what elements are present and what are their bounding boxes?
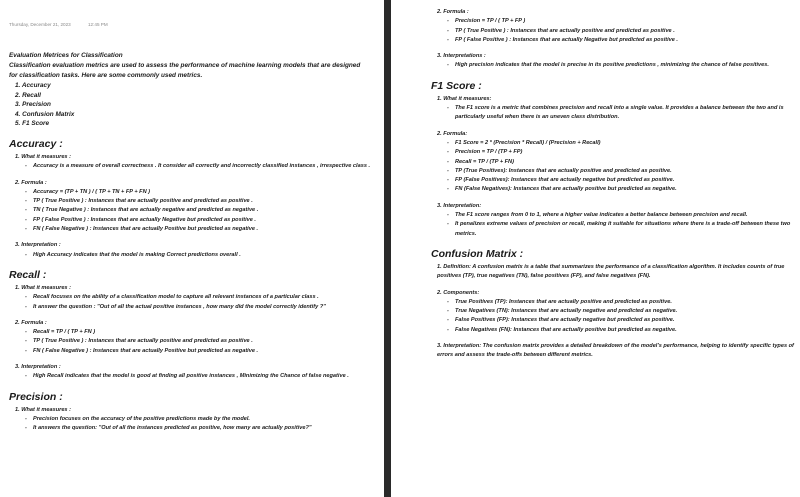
list-item: - TP ( True Positive ) : Instances that are actually positive and predicted as positive . <box>447 27 800 36</box>
list-item: - FP ( False Positive ) : Instances that are actually Negative but predicted as positive . <box>25 216 384 225</box>
metrics-list-item: 4. Confusion Matrix <box>15 110 75 118</box>
list-item: - Precision focuses on the accuracy of the positive predictions made by the model. <box>25 415 384 424</box>
precision-formula-heading: 2. Formula : <box>437 9 469 15</box>
list-item: - High precision indicates that the model is precise in its positive predictions , minimizing the chance of false positives. <box>447 61 800 70</box>
confusion-interpretation: 3. Interpretation: The confusion matrix provides a detailed breakdown of the model's performance, helping to identify specific types of errors and assess the trade-offs between different metrics. <box>437 343 794 359</box>
precision-interp-list <box>431 61 800 70</box>
precision-formula-list <box>431 17 800 45</box>
confusion-section <box>431 248 800 361</box>
list-item: - Recall focuses on the ability of a classification model to capture all relevant instances of a particular class . <box>25 293 384 302</box>
recall-interp-list <box>9 372 384 381</box>
list-item: - True Positives (TP): Instances that are actually positive and predicted as positive. <box>447 298 800 307</box>
accuracy-what-list <box>9 162 384 171</box>
list-item: - Precision = TP / ( TP + FP ) <box>447 17 800 26</box>
metrics-list <box>9 81 384 129</box>
f1-formula-heading: 2. Formula: <box>437 130 468 137</box>
intro-text: Classification evaluation metrics are used to assess the performance of machine learning models that are designed for classification tasks. Here are some commonly used metrics. <box>9 62 361 79</box>
metrics-list-item: 5. F1 Score <box>15 120 50 128</box>
list-item: - Precision = TP / (TP + FP) <box>447 148 800 157</box>
list-item: - TP ( True Positive ) : Instances that are actually positive and predicted as positive . <box>25 337 384 346</box>
f1-section <box>431 80 800 239</box>
list-item: - False Negatives (FN): Instances that are actually positive but predicted as negative. <box>447 326 800 335</box>
precision-continued-section <box>431 8 800 71</box>
f1-interp-heading: 3. Interpretation: <box>437 202 482 209</box>
list-item: - Recall = TP / ( TP + FN ) <box>25 328 384 337</box>
left-page <box>0 0 384 497</box>
list-item: - FP ( False Positive ) : Instances that are actually Negative but predicted as positive . <box>447 36 800 45</box>
accuracy-interp-list <box>9 251 384 260</box>
f1-heading: F1 Score : <box>431 79 482 92</box>
recall-what-heading: 1. What it measures : <box>15 284 71 291</box>
list-item: - TP ( True Positive ) : Instances that are actually positive and predicted as positive . <box>25 197 384 206</box>
list-item: - F1 Score = 2 * (Precision * Recall) / (Precision + Recall) <box>447 139 800 148</box>
recall-section <box>9 269 384 382</box>
intro-title: Evaluation Metrices for Classification <box>9 52 123 59</box>
page-date: Thursday, December 21, 2023 <box>9 22 71 27</box>
list-item: - False Positives (FP): Instances that are actually negative but predicted as positive. <box>447 316 800 325</box>
page-meta <box>9 22 384 27</box>
precision-what-list <box>9 415 384 434</box>
list-item: - It answers the question: "Out of all the instances predicted as positive, how many are actually positive?" <box>25 424 384 433</box>
accuracy-what-heading: 1. What it measures : <box>15 153 71 160</box>
list-item: - It answer the question : "Out of all the actual positive instances , how many did the model correctly identify ?" <box>25 303 384 312</box>
accuracy-heading: Accuracy : <box>9 137 63 150</box>
page-time: 12:45 PM <box>88 22 108 27</box>
list-item: - Accuracy is a measure of overall correctness . It consider all correctly and incorrectly classified instances , irrespective class . <box>25 162 384 171</box>
accuracy-formula-heading: 2. Formula : <box>15 179 47 186</box>
confusion-heading: Confusion Matrix : <box>431 247 524 260</box>
accuracy-section <box>9 138 384 260</box>
metrics-list-item: 1. Accuracy <box>15 82 51 89</box>
confusion-components-heading: 2. Components: <box>437 289 480 296</box>
accuracy-interp-heading: 3. Interpretation : <box>15 242 61 249</box>
precision-heading: Precision : <box>9 390 63 403</box>
list-item: - TP (True Positives): Instances that are actually positive and predicted as positive. <box>447 167 800 176</box>
list-item: - FN ( False Negative ) : Instances that are actually Positive but predicted as negative . <box>25 347 384 356</box>
list-item: - FP (False Positives): Instances that are actually negative but predicted as positive. <box>447 176 800 185</box>
list-item: - Accuracy = (TP + TN ) / ( TP + TN + FP + FN ) <box>25 188 384 197</box>
f1-what-list <box>431 104 800 123</box>
metrics-list-item: 3. Precision <box>15 101 51 109</box>
recall-heading: Recall : <box>9 268 47 281</box>
list-item: - High Recall indicates that the model is good at finding all positive instances , Minimizing the Chance of false negative . <box>25 372 384 381</box>
list-item: - FN (False Negatives): Instances that are actually positive but predicted as negative. <box>447 185 800 194</box>
list-item: - FN ( False Negative ) : Instances that are actually Positive but predicted as negative . <box>25 225 384 234</box>
list-item: - The F1 score ranges from 0 to 1, where a higher value indicates a better balance between precision and recall. <box>447 211 800 220</box>
list-item: - High Accuracy indicates that the model is making Correct predictions overall . <box>25 251 384 260</box>
f1-what-heading: 1. What it measures: <box>437 95 492 102</box>
f1-formula-list <box>431 139 800 195</box>
recall-formula-list <box>9 328 384 356</box>
metrics-list-item: 2. Recall <box>15 91 41 99</box>
list-item: - Recall = TP / (TP + FN) <box>447 158 800 167</box>
recall-interp-heading: 3. Interpretation : <box>15 364 61 371</box>
recall-what-list <box>9 293 384 312</box>
list-item: - The F1 score is a metric that combines precision and recall into a single value. It provides a balance between the two and is particularly useful when there is an uneven class distribution. <box>447 104 800 123</box>
list-item: - It penalizes extreme values of precision or recall, making it suitable for situations where there is a trade-off between these two metrics. <box>447 220 800 239</box>
right-page <box>391 0 800 497</box>
confusion-definition: 1. Definition: A confusion matrix is a table that summarizes the performance of a classification algorithm. It includes counts of true positives (TP), true negatives (TN), false positives (FP), and false negatives (FN). <box>437 263 785 280</box>
recall-formula-heading: 2. Formula : <box>15 319 47 326</box>
list-item: - True Negatives (TN): Instances that are actually negative and predicted as negative. <box>447 307 800 316</box>
precision-what-heading: 1. What it measures : <box>15 406 71 413</box>
list-item: - TN ( True Negative ) : Instances that are actually negative and predicted as negative . <box>25 206 384 215</box>
page-divider <box>384 0 391 497</box>
f1-interp-list <box>431 211 800 239</box>
confusion-components-list <box>431 298 800 335</box>
accuracy-formula-list <box>9 188 384 234</box>
precision-section <box>9 391 384 434</box>
precision-interp-heading: 3. Interpretations : <box>437 53 486 60</box>
